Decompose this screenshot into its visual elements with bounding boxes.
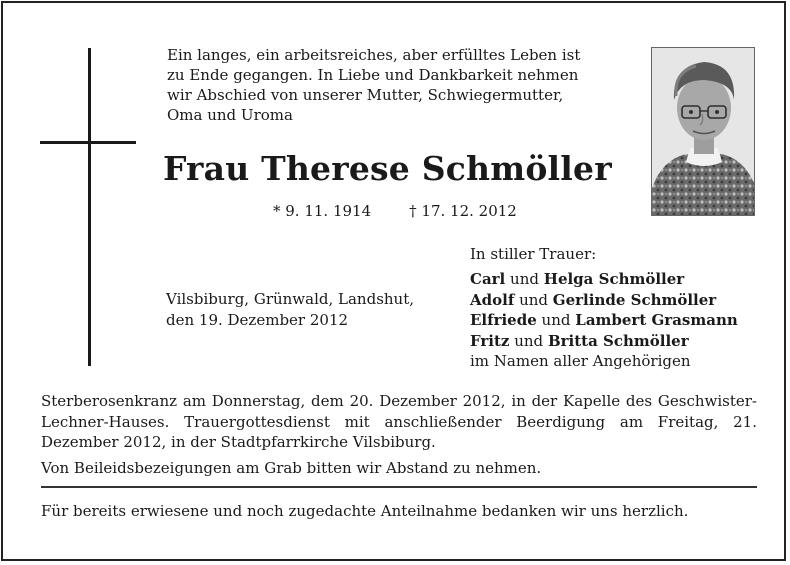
portrait-photo xyxy=(651,47,755,216)
death-date: † 17. 12. 2012 xyxy=(409,202,517,220)
mourner-second: Gerlinde Schmöller xyxy=(552,290,717,309)
cross-icon xyxy=(88,48,91,366)
mourning-intro: In stiller Trauer: xyxy=(470,245,597,263)
date-line: den 19. Dezember 2012 xyxy=(166,310,349,329)
obituary-card xyxy=(1,1,786,561)
mourner-second: Helga Schmöller xyxy=(543,270,685,288)
mourner-family xyxy=(470,290,738,311)
place-date xyxy=(166,289,414,330)
intro-line: Oma und Uroma xyxy=(167,106,293,124)
mourner-joiner: und xyxy=(514,331,544,350)
mourner-joiner: und xyxy=(519,290,549,309)
mourner-family xyxy=(470,331,738,352)
mourner-first: Elfriede xyxy=(470,311,537,329)
mourner-first: Adolf xyxy=(470,290,515,309)
intro-line: wir Abschied von unserer Mutter, Schwiegermutter, xyxy=(167,86,564,104)
life-dates xyxy=(273,202,517,220)
place-line: Vilsbiburg, Grünwald, Landshut, xyxy=(166,290,415,308)
thanks-note: Für bereits erwiesene und noch zugedachte Anteilnahme bedanken wir uns herzlich. xyxy=(41,502,689,520)
mourner-family xyxy=(470,310,738,331)
intro-line: Ein langes, ein arbeitsreiches, aber erfülltes Leben ist xyxy=(167,46,581,64)
portrait-image xyxy=(652,48,755,216)
intro-line: zu Ende gegangen. In Liebe und Dankbarkeit nehmen xyxy=(167,66,579,84)
condolence-note: Von Beileidsbezeigungen am Grab bitten wir Abstand zu nehmen. xyxy=(41,459,542,477)
mourner-first: Fritz xyxy=(470,331,510,350)
mourning-closing: im Namen aller Angehörigen xyxy=(470,352,691,370)
mourner-second: Britta Schmöller xyxy=(547,331,689,350)
birth-date: * 9. 11. 1914 xyxy=(273,202,372,220)
deceased-name: Frau Therese Schmöller xyxy=(163,149,612,188)
funeral-details: Sterberosenkranz am Donnerstag, dem 20. Dezember 2012, in der Kapelle des Geschwister-Lechner-Hauses. Trauergottesdienst mit anschließender Beerdigung am Freitag, 21. Dezember 2012, in der Stadtpfarrkirche Vilsbiburg. xyxy=(41,392,757,451)
mourner-joiner: und xyxy=(510,270,539,288)
cross-icon-bar xyxy=(40,141,136,144)
mourners-list xyxy=(470,269,738,372)
mourner-family xyxy=(470,269,738,290)
intro-text xyxy=(167,45,633,125)
mourner-second: Lambert Grasmann xyxy=(575,311,738,329)
mourner-joiner: und xyxy=(541,311,571,329)
divider xyxy=(41,486,757,488)
mourner-first: Carl xyxy=(470,270,506,288)
